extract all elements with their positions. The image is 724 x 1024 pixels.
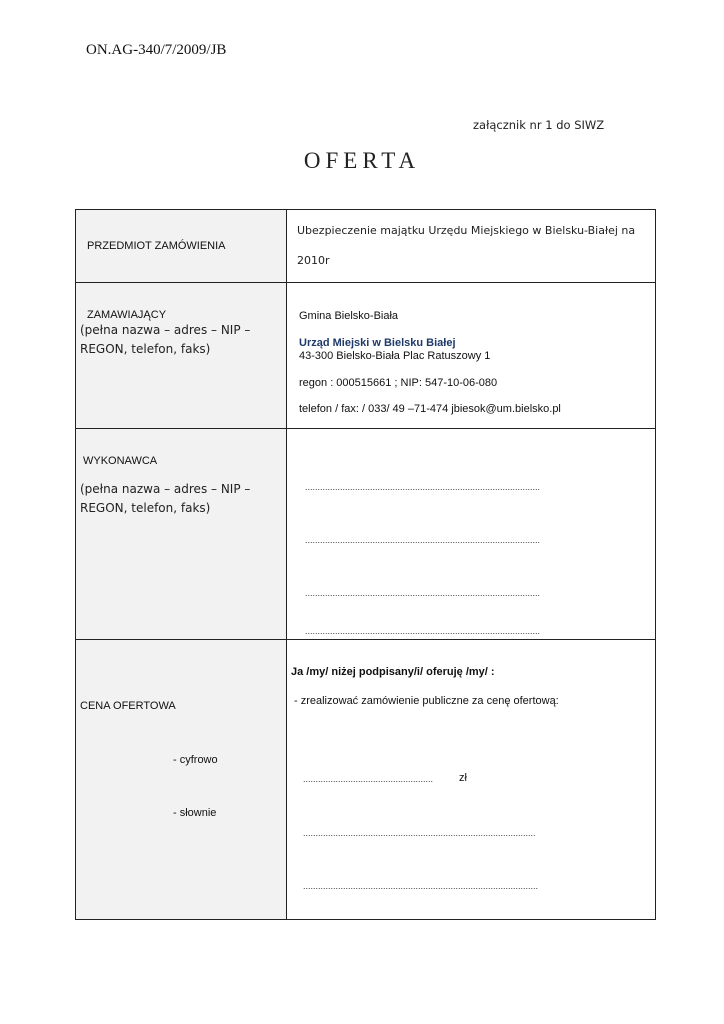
price-words-fill-line-1[interactable]: ............................................................................................. — [303, 828, 536, 838]
contractor-value-cell — [287, 429, 655, 639]
price-words-fill-line-2[interactable]: .............................................................................................. — [303, 881, 539, 891]
orderer-label-cell — [76, 283, 287, 428]
subject-line-1: Ubezpieczenie majątku Urzędu Miejskiego w Bielsku-Białej na — [297, 224, 636, 237]
document-title: OFERTA — [303, 148, 421, 173]
contractor-row — [76, 429, 655, 640]
subject-value-cell — [287, 210, 655, 282]
contractor-label: WYKONAWCA — [83, 455, 158, 467]
attachment-label: załącznik nr 1 do SIWZ — [473, 118, 605, 132]
orderer-name: Gmina Bielsko-Biała — [299, 310, 399, 322]
document-reference: ON.AG-340/7/2009/JB — [86, 42, 227, 58]
subject-label-cell — [76, 210, 287, 282]
orderer-label: ZAMAWIAJĄCY — [87, 309, 167, 321]
orderer-sublabel-2: REGON, telefon, faks) — [80, 342, 211, 356]
orderer-sublabel-1: (pełna nazwa – adres – NIP – — [80, 323, 251, 337]
contractor-fill-line-1[interactable]: .............................................................................................. — [305, 482, 541, 492]
price-digits-label: - cyfrowo — [173, 754, 218, 766]
contractor-sublabel-1: (pełna nazwa – adres – NIP – — [80, 482, 251, 496]
orderer-row — [76, 283, 655, 429]
contractor-fill-line-3[interactable]: .............................................................................................. — [305, 588, 541, 598]
price-row — [76, 640, 655, 919]
orderer-value-cell — [287, 283, 655, 428]
offer-table — [75, 209, 656, 920]
orderer-address: 43-300 Bielsko-Biała Plac Ratuszowy 1 — [299, 350, 491, 362]
subject-line-2: 2010r — [297, 254, 330, 267]
price-value-cell — [287, 640, 655, 919]
price-commitment: - zrealizować zamówienie publiczne za cenę ofertową: — [294, 695, 559, 707]
price-label-cell — [76, 640, 287, 919]
contractor-fill-line-4[interactable]: .............................................................................................. — [305, 626, 541, 636]
contractor-label-cell — [76, 429, 287, 639]
contractor-sublabel-2: REGON, telefon, faks) — [80, 501, 211, 515]
price-words-label: - słownie — [173, 807, 217, 819]
price-amount-fill-line[interactable]: .................................................... — [303, 774, 434, 784]
subject-label: PRZEDMIOT ZAMÓWIENIA — [87, 240, 226, 252]
price-currency: zł — [459, 772, 467, 784]
price-label: CENA OFERTOWA — [80, 700, 176, 712]
orderer-contact: telefon / fax: / 033/ 49 –71-474 jbiesok@um.bielsko.pl — [299, 403, 561, 415]
subject-row — [76, 210, 655, 283]
price-declaration: Ja /my/ niżej podpisany/i/ oferuję /my/ : — [291, 666, 495, 678]
orderer-office: Urząd Miejski w Bielsku Białej — [299, 337, 456, 349]
contractor-fill-line-2[interactable]: .............................................................................................. — [305, 535, 541, 545]
orderer-ids: regon : 000515661 ; NIP: 547-10-06-080 — [299, 377, 498, 389]
